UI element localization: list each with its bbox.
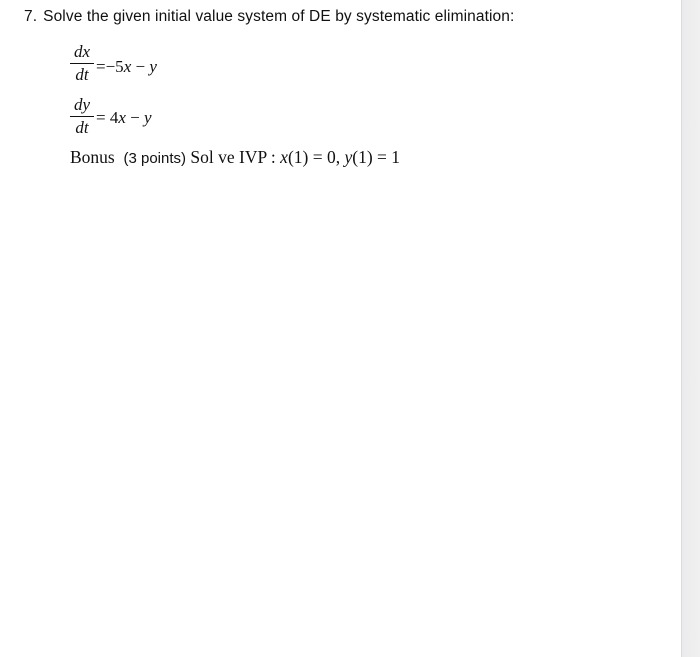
equation-2-fraction [70,95,94,138]
equation-1-denominator: dt [75,65,89,84]
minus-sign: − [125,108,144,127]
equation-1-numerator: dx [73,42,91,61]
initial-y-var: y [344,147,353,167]
question-heading [24,8,514,26]
bonus-label: Bonus [70,147,115,167]
fraction-bar [70,116,94,117]
equals-sign: = [96,108,110,127]
right-edge-scrollbar[interactable] [681,0,700,657]
equation-2-rhs [96,108,152,128]
equals-sign: = [96,57,106,76]
bonus-instruction: Sol ve IVP : [190,147,276,167]
variable-y: y [143,108,152,127]
question-number: 7. [24,8,38,25]
initial-x-var: x [280,147,288,167]
variable-y: y [149,57,157,76]
fraction-bar [70,63,94,64]
bonus-line [70,146,400,170]
variable-x: x [123,57,132,76]
question-text: Solve the given initial value system of DE by systematic elimination: [43,8,515,25]
equation-2-numerator: dy [73,95,91,114]
initial-x-condition: (1) = 0, [287,147,341,167]
equation-2-denominator: dt [75,118,89,137]
coefficient: −5 [105,57,124,76]
bonus-points: (3 points) [123,150,187,167]
variable-x: x [118,108,126,127]
minus-sign: − [131,57,150,76]
coefficient: 4 [109,108,119,127]
equation-1-fraction [70,42,94,85]
equation-1-rhs [96,57,157,77]
initial-y-condition: (1) = 1 [352,147,401,167]
